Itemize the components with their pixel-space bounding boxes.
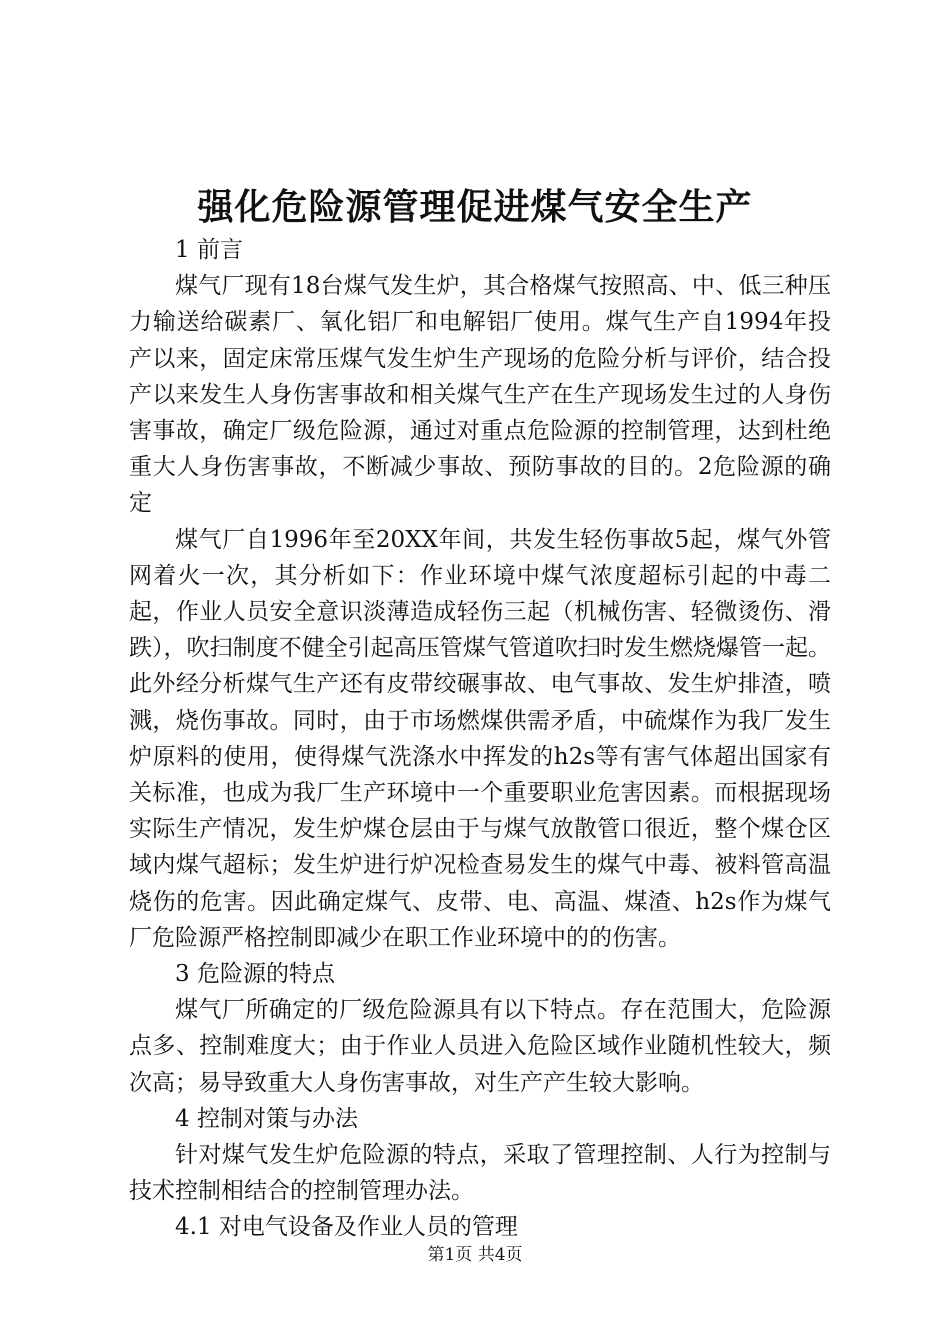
section-heading: 1 前言 xyxy=(175,237,243,263)
section-heading: 4 控制对策与办法 xyxy=(175,1105,358,1132)
document-body xyxy=(129,232,831,1246)
paragraph: 煤气厂自1996年至20XX年间，共发生轻伤事故5起，煤气外管网着火一次，其分析如下：作业环境中煤气浓度超标引起的中毒二起，作业人员安全意识淡薄造成轻伤三起（机械伤害、轻微烫伤、滑跌），吹扫制度不健全引起高压管煤气管道吹扫时发生燃烧爆管一起。此外经分析煤气生产还有皮带绞碾事故、电气事故、发生炉排渣，喷溅，烧伤事故。同时，由于市场燃煤供需矛盾，中硫煤作为我厂发生炉原料的使用，使得煤气洗涤水中挥发的h2s等有害气体超出国家有关标准，也成为我厂生产环境中一个重要职业危害因素。而根据现场实际生产情况，发生炉煤仓层由于与煤气放散管口很近，整个煤仓区域内煤气超标；发生炉进行炉况检查易发生的煤气中毒、被料管高温烧伤的危害。因此确定煤气、皮带、电、高温、煤渣、h2s作为煤气厂危险源严格控制即减少在职工作业环境中的的伤害。 xyxy=(129,526,831,951)
section-heading: 4.1 对电气设备及作业人员的管理 xyxy=(175,1214,518,1241)
document-title: 强化危险源管理促进煤气安全生产 xyxy=(197,187,753,228)
page-footer: 第1页 共4页 xyxy=(427,1245,523,1265)
paragraph: 煤气厂所确定的厂级危险源具有以下特点。存在范围大，危险源点多、控制难度大；由于作业人员进入危险区域作业随机性较大，频次高；易导致重大人身伤害事故，对生产产生较大影响。 xyxy=(129,997,831,1096)
paragraph: 煤气厂现有18台煤气发生炉，其合格煤气按照高、中、低三种压力输送给碳素厂、氧化铝厂和电解铝厂使用。煤气生产自1994年投产以来，固定床常压煤气发生炉生产现场的危险分析与评价，结合投产以来发生人身伤害事故和相关煤气生产在生产现场发生过的人身伤害事故，确定厂级危险源，通过对重点危险源的控制管理，达到杜绝重大人身伤害事故，不断减少事故、预防事故的目的。2危险源的确定 xyxy=(129,273,831,517)
section-heading: 3 危险源的特点 xyxy=(175,961,335,988)
paragraph: 针对煤气发生炉危险源的特点，采取了管理控制、人行为控制与技术控制相结合的控制管理办法。 xyxy=(129,1142,831,1205)
